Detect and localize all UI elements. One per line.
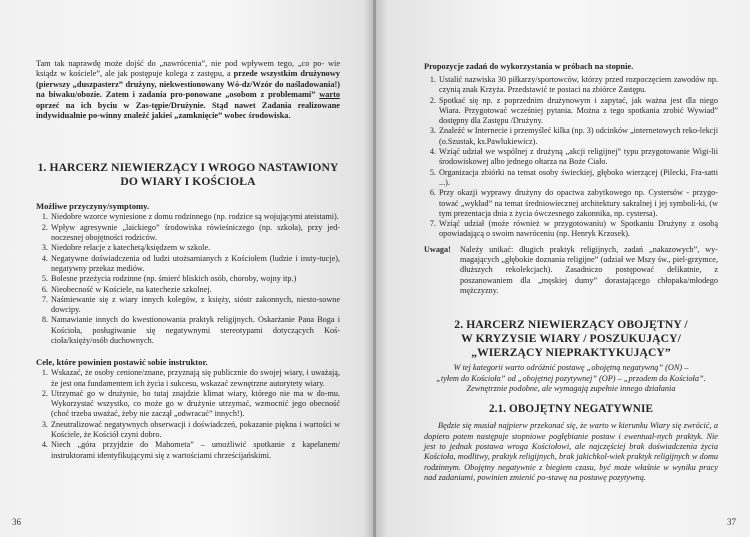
tasks-list [424,75,718,240]
cause-item: 5. Bolesne przeżycia rodzinne (np. śmierć bliskich osób, choroby, wojny itp.) [50,274,340,284]
right-page [376,0,750,537]
section-title-1 [36,161,340,189]
category-note-line-3: Zewnętrznie podobne, ale wymagają zupełnie innego działania [466,384,676,394]
cause-item: 8. Namawianie innych do kwestionowania praktyk religijnych. Oskarżanie Pana Boga i Kościoła, posługiwanie się negatywnymi stereotypami dotyczących Koś-cioła/księży/osób duchownych. [50,315,340,346]
cause-item: 1. Niedobre wzorce wyniesione z domu rodzinnego (np. rodzice są wojującymi ateistami). [50,212,340,222]
section-title-2-line-3: „WIERZĄCY NIEPRAKTYKUJĄCY” [471,346,671,360]
section-title-1-line-1: 1. HARCERZ NIEWIERZĄCY I WROGO NASTAWIONY [37,161,339,175]
cause-item: 3. Niedobre relacje z katechetą/księdzem w szkole. [50,243,340,253]
intro-text-bold-2: oprzeć na ich byciu w Zas-tępie/Drużynie. Stąd nawet Zadania realizowane indywidualnie po-winny znaleźć jakieś „zamknięcie” wobec środowiska. [36,100,340,121]
tasks-heading: Propozycje zadań do wykorzystania w próbach na stopnie. [424,62,634,71]
goal-item: 4. Niech „góra przyjdzie do Mahometa” – umożliwić spotkanie z kapelanem/ instruktorami identyfikującymi się z wartościami chrześcijańskimi. [50,440,340,461]
goal-item: 1. Wskazać, że osoby cenione/znane, przyznają się publicznie do swojej wiary, i uważają, że jest ona fundamentem ich życia i sukcesu, wskazać zewnętrzne autorytety wiary. [50,368,340,389]
category-note [424,363,718,394]
goal-item: 3. Zneutralizować negatywnych obserwacji i doświadczeń, pokazanie piękna i wartości w Kościele, że Kościół czyni dobro. [50,420,340,441]
cause-item: 2. Wpływ agresywnie „laickiego” środowiska rówieśniczego (np. szkoła), przy jed-noczesnej obojętności rodziców. [50,223,340,244]
page-number-left: 36 [12,517,21,527]
intro-paragraph [36,59,340,121]
cause-item: 7. Naśmiewanie się z wiary innych kolegów, z księży, sióstr zakonnych, niesto-sowne dowcipy. [50,295,340,316]
left-page [0,0,374,537]
section-title-1-line-2: DO WIARY I KOŚCIOŁA [120,175,256,189]
task-item: 5. Organizacja zbiórki na temat osoby świeckiej, głęboko wierzącej (Pilecki, Fra-satti ...). [438,168,718,189]
task-item: 1. Ustalić nazwiska 30 piłkarzy/sportowców, którzy przed rozpoczęciem zawodów np. czynią znak Krzyża. Przedstawić te postaci na zbiórce Zastępu. [438,75,718,96]
goals-heading: Cele, które powinien postawić sobie instruktor. [36,357,208,368]
section-title-2-line-2: W KRYZYSIE WIARY / POSZUKUJĄCY/ [461,332,681,346]
task-item: 2. Spotkać się np. z poprzednim drużynowym i zapytać, jak ważna jest dla niego Wiara. Przygotować wcześniej pytania. Można z tego spotkania zrobić Wywiad” dostępny dla Zastępu /Drużyny. [438,96,718,127]
causes-heading: Możliwe przyczyny/symptomy. [36,201,150,212]
category-note-line-2: „tyłem do Kościoła” od „obojętnej pozytywnej” (OP) – „przodem do Kościoła”. [436,373,706,383]
causes-list [36,212,340,346]
section-title-2-line-1: 2. HARCERZ NIEWIERZĄCY OBOJĘTNY / [454,318,688,332]
subsection-body: Będzie się musiał najpierw przekonać się, że warto w kierunku Wiary się zwrócić, a dopiero potem następuje stopniowe pogłębianie postaw i ewentual-nych praktyk. Nie jest to jednak postawa wroga Kościołowi, ale najczęściej brak doświadczenia życia Kościoła, modlitwy, praktyk religijnych, brak jakichkol-wiek praktyk religijnych w domu rodzinnym. Obojętny negatywnie z biegiem czasu, być może właśnie w wyniku pracy nad zadaniami, powinien zmienić po-stawę na postawę pozytywną. [424,421,718,482]
cause-item: 6. Nieobecność w Kościele, na katechezie szkolnej. [50,285,340,295]
section-title-2 [424,318,718,360]
goals-list [36,368,340,461]
intro-text-1: Tam tak naprawdę może dojść do „nawrócenia”, nie pod wpływem tego, „co po- [36,59,325,68]
warning-label: Uwaga! [424,244,451,254]
task-item: 4. Wziąć udział we wspólnej z drużyną „akcji religijnej” typu przygotowanie Wigi-lii środowiskowej albo jednego ołtarza na Boże Ciało. [438,147,718,168]
goal-item: 2. Utrzymać go w drużynie, bo tutaj znajdzie klimat wiary, którego nie ma w do-mu. Wykorzystać wszystko, co może go w drużynie utrzymać, wzmocnić jego obecność (choć trzeba uważać, żeby nie zaczął „odwracać” innych!). [50,389,340,420]
page-number-right: 37 [727,517,736,527]
intro-text-2: wie ksiądz w kościele”, ale jak postępuje kolega z zastępu, a [36,59,340,79]
warning-note [424,245,718,296]
category-note-line-1: W tej kategorii warto odróżnić postawę „obojętną negatywną” (ON) – [453,363,689,373]
task-item: 7. Wziąć udział (może również w przygotowaniu) w Spotkaniu Drużyny z osobą opowiadającą o swoim nawróceniu (np. Henryk Krzosek). [438,219,718,240]
task-item: 3. Znaleźć w Internecie i przemyśleć kilka (np. 3) odcinków „internetowych reko-lekcji (o.Szustak, ks.Pawlukiewicz). [438,126,718,147]
warning-text: Należy unikać: długich praktyk religijnych, zadań „nakazowych”, wy-magających „głębokie doznania religijne” (udział we Mszy św., piel-grzymce, dłuższych rekolekcjach). Zasadniczo postępować delikatnie, z poszanowaniem dla „męskiej dumy” dorastającego chłopaka/młodego mężczyzny. [460,244,718,295]
intro-text-bold-1: przede wszystkim drużynowy (pierwszy „duszpasterz” drużyny, niekwestionowany Wó-dz/Wzór do naśladowania!) na biwaku/obozie. Zatem i zadania pro-ponowane „osobom z problemami” [36,69,340,100]
subsection-title: 2.1. OBOJĘTNY NEGATYWNIE [488,403,654,416]
intro-text-underlined: warto [319,90,340,100]
task-item: 6. Przy okazji wyprawy drużyny do opactwa zabytkowego np. Cystersów - przygo-tować „wykład” na temat średniowiecznej architektury sakralnej i jej symboli-ki, (w tym prezentacja dnia z życia ówczesnego zakonnika, np. cystersa). [438,188,718,219]
cause-item: 4. Negatywne doświadczenia od ludzi utożsamianych z Kościołem (ludzie i insty-tucje), negatywny przekaz mediów. [50,254,340,275]
